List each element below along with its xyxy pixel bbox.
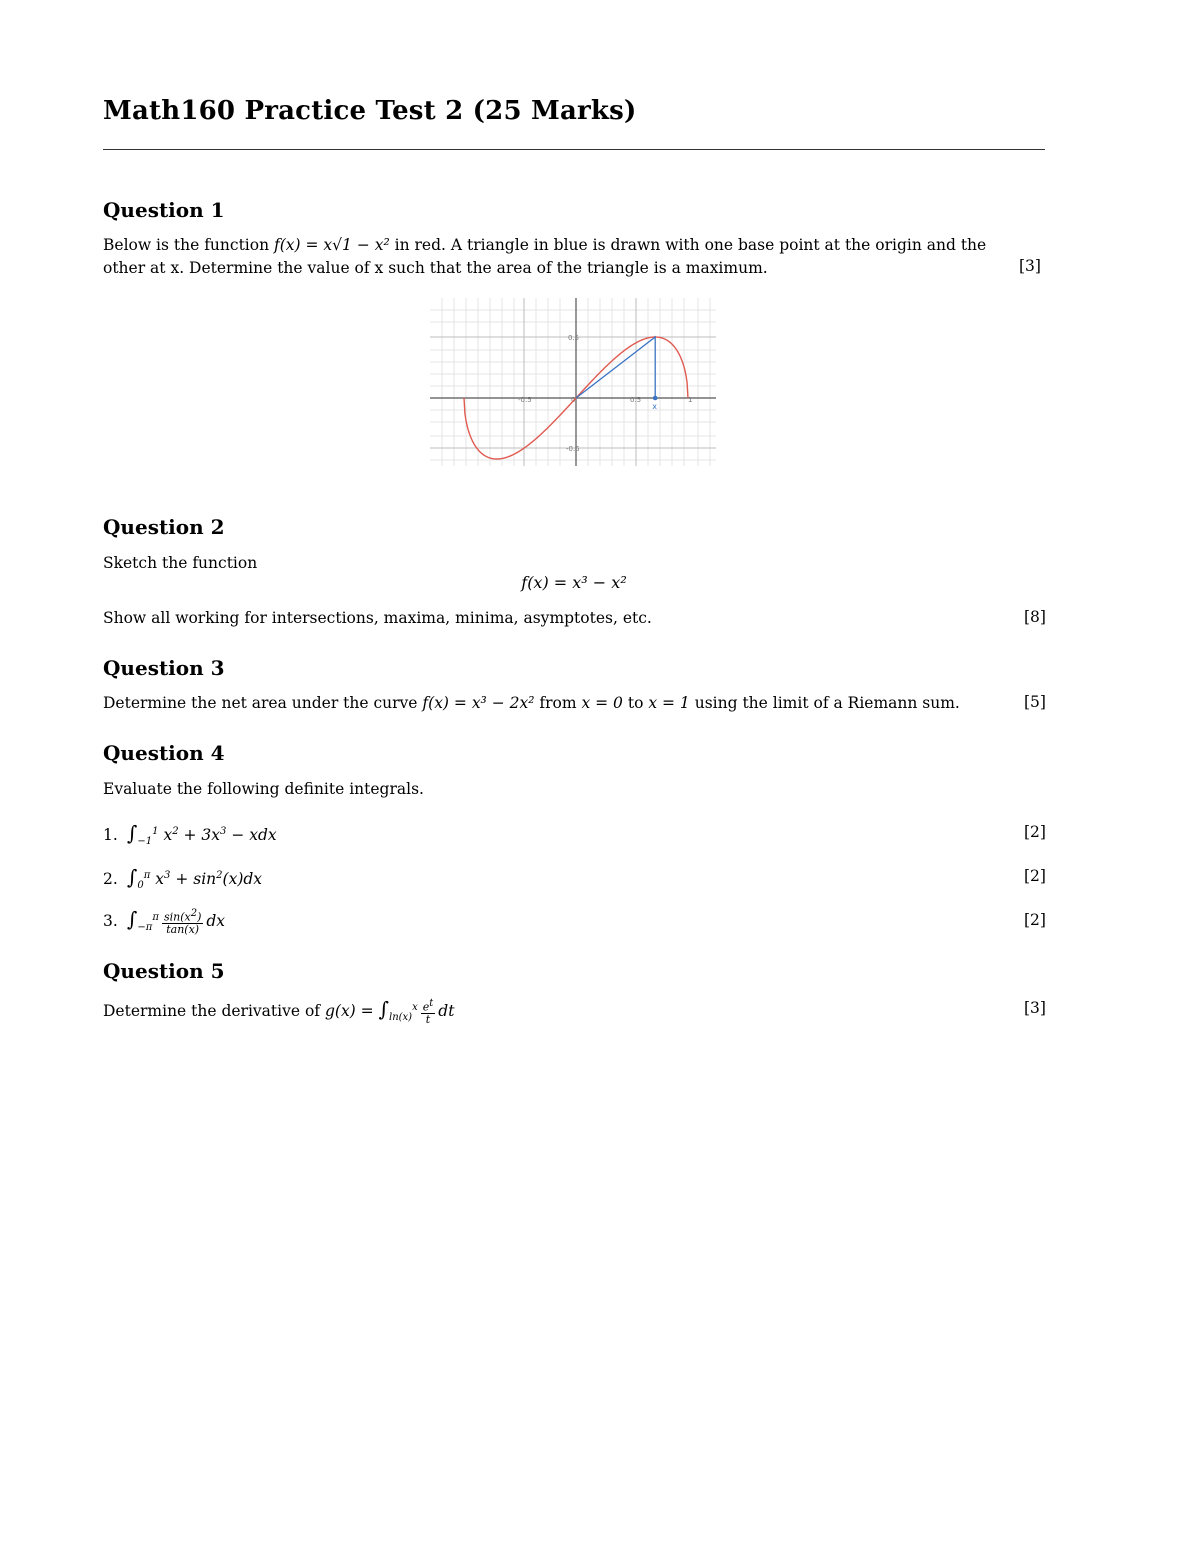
- question-1-line-1: Below is the function f(x) = x√1 − x² in red. A triangle in blue is drawn with one base point at the origin and the: [103, 236, 987, 254]
- x-point-marker: [653, 396, 658, 401]
- question-4-item-1: 1. $\int_{-1}^1$ $x^2 + 3x^3$ − xdx: [103, 821, 277, 848]
- question-4-heading: Question 4: [103, 741, 225, 765]
- question-5-text: Determine the derivative of $g(x) = \int_{ln(x)}^x$ $\frac{e^t}{t}$ dt: [103, 997, 455, 1027]
- question-3-heading: Question 3: [103, 656, 225, 680]
- question-1-function: f(x) = x√1 − x²: [274, 236, 390, 254]
- tick-label-y-pos: 0.5: [568, 334, 580, 342]
- origin-label: 0: [571, 396, 576, 404]
- tick-label-x-one: 1: [688, 396, 693, 404]
- question-4-item-2: 2. $\int_0^\pi$ $x^3 + \sin^2(x)dx$: [103, 865, 263, 892]
- question-1-line-2: other at x. Determine the value of x such that the area of the triangle is a maximum.: [103, 259, 768, 277]
- question-4-item-1-marks: [2]: [1024, 823, 1046, 841]
- page-title: Math160 Practice Test 2 (25 Marks): [103, 96, 637, 126]
- tick-label-x-neg: -0.5: [518, 396, 532, 404]
- question-4-item-2-marks: [2]: [1024, 867, 1046, 885]
- question-2-heading: Question 2: [103, 515, 225, 539]
- question-2-intro: Sketch the function: [103, 554, 258, 572]
- question-3-text: Determine the net area under the curve f(x) = x³ − 2x² from x = 0 to x = 1 using the limit of a Riemann sum.: [103, 694, 960, 712]
- question-1-graph: [430, 298, 716, 466]
- question-4-intro: Evaluate the following definite integrals.: [103, 780, 424, 798]
- question-4-item-3: 3. $\int_{-\pi}^\pi$ $\frac{\sin(x^2)}{\tan(x)}$ dx: [103, 907, 226, 937]
- question-1-marks: [3]: [1019, 257, 1041, 275]
- x-point-label: x: [652, 402, 657, 411]
- question-1-heading: Question 1: [103, 198, 225, 222]
- question-5-marks: [3]: [1024, 999, 1046, 1017]
- question-4-item-3-marks: [2]: [1024, 911, 1046, 929]
- question-3-marks: [5]: [1024, 693, 1046, 711]
- question-2-instruction: Show all working for intersections, maxima, minima, asymptotes, etc.: [103, 609, 652, 627]
- question-2-equation: f(x) = x³ − x²: [521, 573, 627, 592]
- question-2-marks: [8]: [1024, 608, 1046, 626]
- tick-label-y-neg: -0.5: [566, 445, 580, 453]
- title-divider: [103, 149, 1045, 150]
- question-5-heading: Question 5: [103, 959, 225, 983]
- tick-label-x-pos: 0.5: [630, 396, 642, 404]
